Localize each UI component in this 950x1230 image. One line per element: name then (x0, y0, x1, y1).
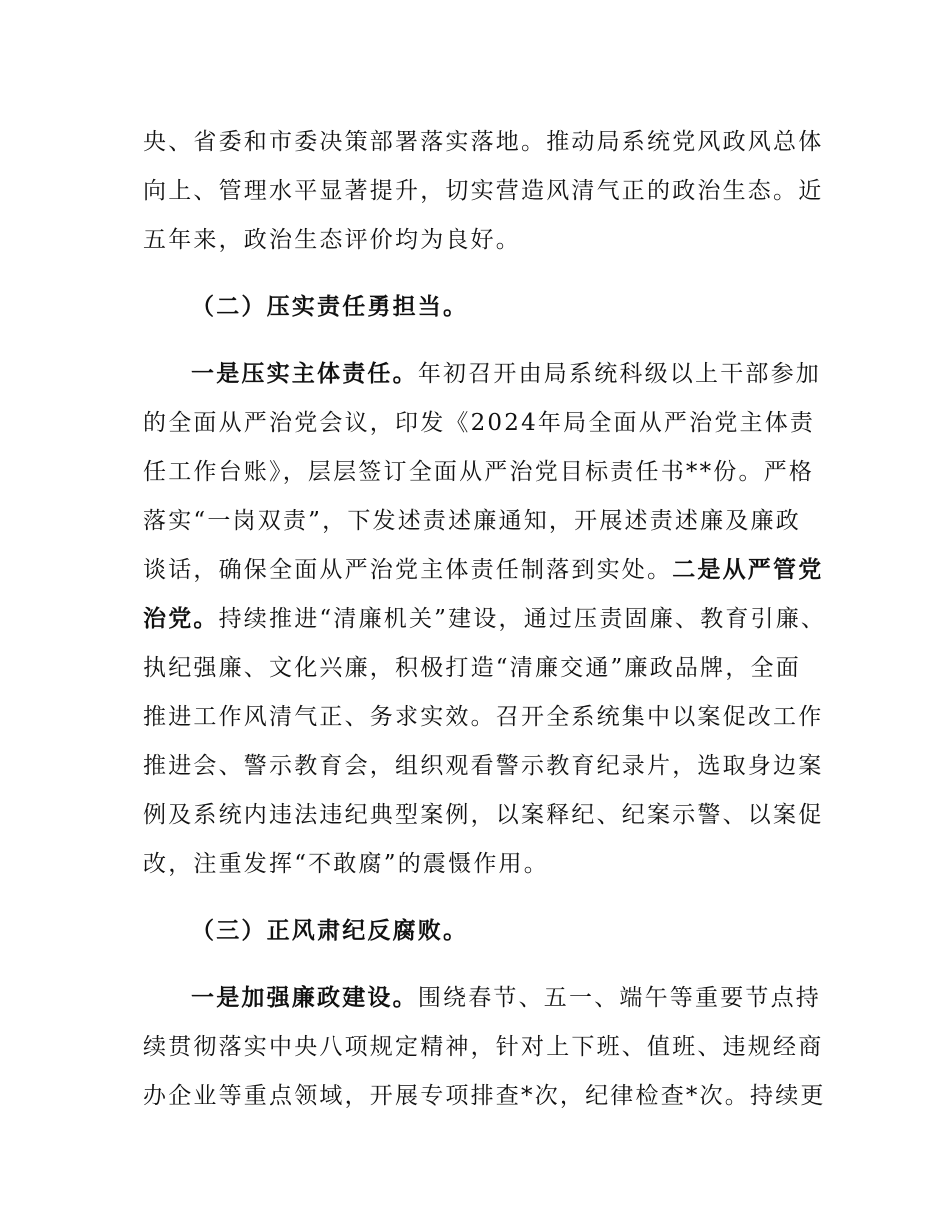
paragraph-line: 落实“一岗双责”，下发述责述廉通知，开展述责述廉及廉政 (143, 508, 801, 534)
section-heading-2: （二）压实责任勇担当。 (191, 293, 469, 320)
paragraph-line: 推进会、警示教育会，组织观看警示教育纪录片，选取身边案 (143, 753, 824, 779)
paragraph-line: 的全面从严治党会议，印发《2024年局全面从严治党主体责 (143, 410, 816, 436)
paragraph-line: 向上、管理水平显著提升，切实营造风清气正的政治生态。近 (143, 178, 824, 204)
paragraph-line: 任工作台账》，层层签订全面从严治党目标责任书**份。严格 (143, 459, 815, 485)
paragraph-line: 治党。持续推进“清廉机关”建设，通过压责固廉、教育引廉、 (143, 605, 827, 632)
paragraph-line: 央、省委和市委决策部署落实落地。推动局系统党风政风总体 (143, 129, 824, 155)
paragraph-line: 推进工作风清气正、务求实效。召开全系统集中以案促改工作 (143, 704, 824, 730)
lead-phrase: 一是压实主体责任。 (191, 360, 418, 387)
lead-phrase: 一是加强廉政建设。 (191, 984, 418, 1011)
paragraph-line: 例及系统内违法违纪典型案例，以案释纪、纪案示警、以案促 (143, 802, 824, 828)
paragraph-line: 续贯彻落实中央八项规定精神，针对上下班、值班、违规经商 (143, 1034, 824, 1060)
lead-phrase: 治党。 (143, 605, 219, 632)
paragraph-line: 谈话，确保全面从严治党主体责任制落到实处。二是从严管党 (143, 556, 824, 583)
section-heading-3: （三）正风肃纪反腐败。 (191, 917, 469, 944)
paragraph-line: 一是压实主体责任。年初召开由局系统科级以上干部参加 (191, 360, 822, 387)
paragraph-line: 改，注重发挥“不敢腐”的震慑作用。 (143, 851, 549, 877)
paragraph-line: 执纪强廉、文化兴廉，积极打造“清廉交通”廉政品牌，全面 (143, 655, 801, 681)
lead-phrase: 二是从严管党 (672, 556, 824, 583)
paragraph-line: 一是加强廉政建设。围绕春节、五一、端午等重要节点持 (191, 984, 822, 1011)
paragraph-line: 办企业等重点领域，开展专项排查*次，纪律检查*次。持续更 (143, 1083, 826, 1109)
paragraph-line: 五年来，政治生态评价均为良好。 (143, 227, 521, 253)
